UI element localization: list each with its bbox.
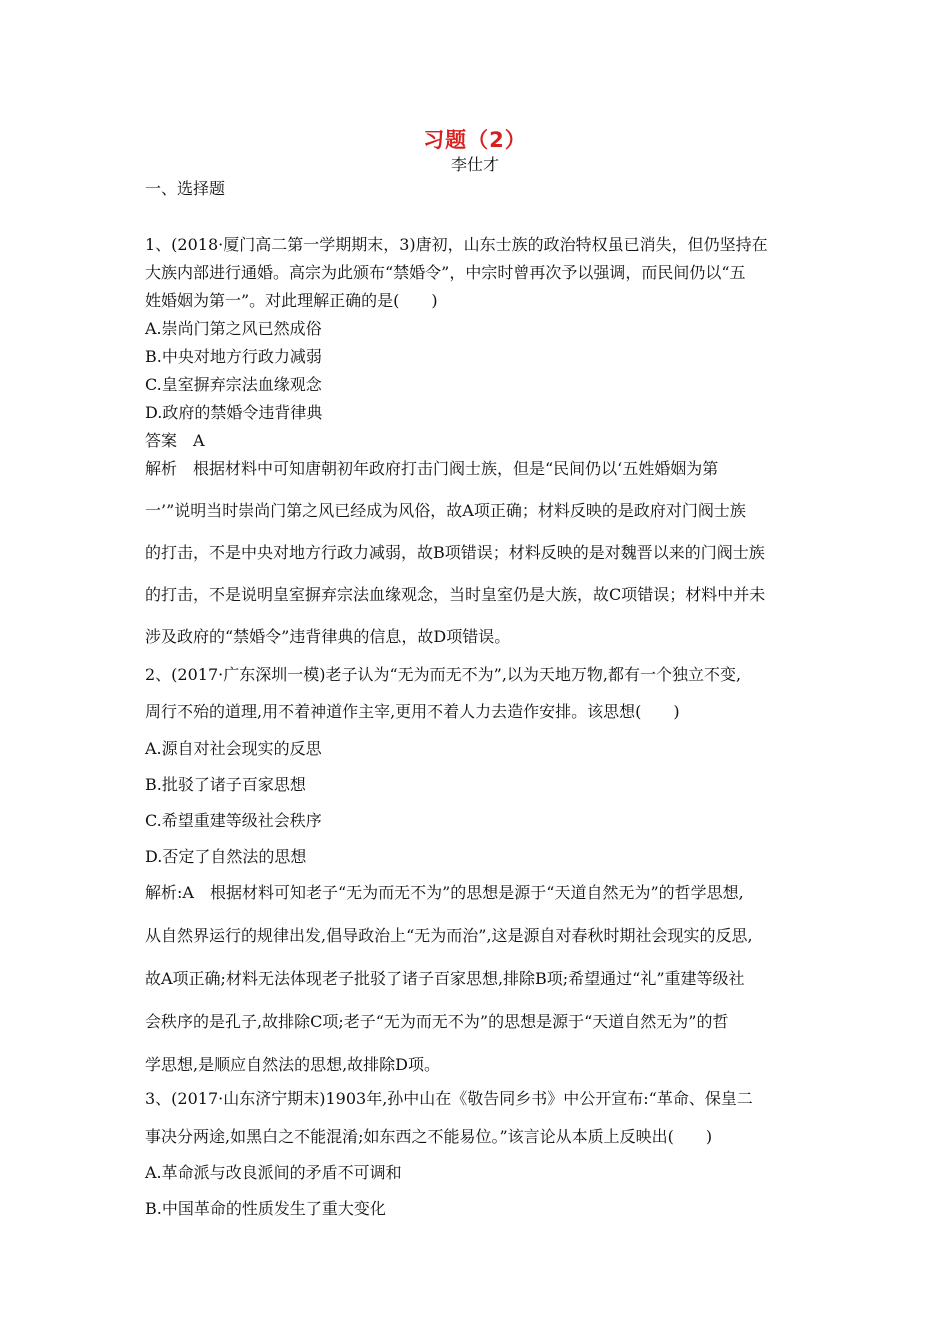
q1-analysis-line: 的打击，不是说明皇室摒弃宗法血缘观念，当时皇室仍是大族，故C项错误；材料中并未 — [145, 585, 766, 604]
q1-analysis-line: 涉及政府的“禁婚令”违背律典的信息，故D项错误。 — [145, 627, 511, 646]
q1-stem-line: 大族内部进行通婚。高宗为此颁布“禁婚令”，中宗时曾再次予以强调，而民间仍以“五 — [145, 263, 746, 282]
section-heading: 一、选择题 — [145, 179, 226, 198]
q2-analysis-line: 解析:A 根据材料可知老子“无为而无不为”的思想是源于“天道自然无为”的哲学思想, — [145, 883, 744, 902]
q1-analysis-line: 的打击，不是中央对地方行政力减弱，故B项错误；材料反映的是对魏晋以来的门阀士族 — [145, 543, 765, 562]
q3-stem-line: 3、(2017·山东济宁期末)1903年,孙中山在《敬告同乡书》中公开宣布:“革命、保皇二 — [145, 1089, 753, 1108]
q1-stem-line: 姓婚姻为第一”。对此理解正确的是( ) — [145, 291, 438, 310]
q1-answer: 答案 A — [145, 431, 205, 450]
q1-option-a: A.崇尚门第之风已然成俗 — [145, 319, 322, 338]
q2-stem-line: 2、(2017·广东深圳一模)老子认为“无为而无不为”,以为天地万物,都有一个独立不变, — [145, 665, 742, 684]
q1-option-d: D.政府的禁婚令违背律典 — [145, 403, 323, 422]
q2-option-d: D.否定了自然法的思想 — [145, 847, 307, 866]
q2-analysis-line: 故A项正确;材料无法体现老子批驳了诸子百家思想,排除B项;希望通过“礼”重建等级社 — [145, 969, 745, 988]
q2-stem-line: 周行不殆的道理,用不着神道作主宰,更用不着人力去造作安排。该思想( ) — [145, 702, 680, 721]
q3-option-b: B.中国革命的性质发生了重大变化 — [145, 1199, 386, 1218]
q2-option-b: B.批驳了诸子百家思想 — [145, 775, 306, 794]
q2-option-a: A.源自对社会现实的反思 — [145, 739, 322, 758]
q3-option-a: A.革命派与改良派间的矛盾不可调和 — [145, 1163, 402, 1182]
q1-option-c: C.皇室摒弃宗法血缘观念 — [145, 375, 322, 394]
q3-stem-line: 事决分两途,如黑白之不能混淆;如东西之不能易位。”该言论从本质上反映出( ) — [145, 1127, 713, 1146]
q1-stem-line: 1、(2018·厦门高二第一学期期末，3)唐初，山东士族的政治特权虽已消失，但仍坚持在 — [145, 235, 768, 254]
q1-option-b: B.中央对地方行政力减弱 — [145, 347, 322, 366]
q1-analysis-line: 一’”说明当时崇尚门第之风已经成为风俗，故A项正确；材料反映的是政府对门阀士族 — [145, 501, 746, 520]
q2-option-c: C.希望重建等级社会秩序 — [145, 811, 322, 830]
q2-analysis-line: 学思想,是顺应自然法的思想,故排除D项。 — [145, 1055, 441, 1074]
q2-analysis-line: 从自然界运行的规律出发,倡导政治上“无为而治”,这是源自对春秋时期社会现实的反思, — [145, 926, 753, 945]
author-name: 李仕才 — [450, 155, 499, 174]
page-title: 习题（2） — [423, 128, 527, 152]
q1-analysis-line: 解析 根据材料中可知唐朝初年政府打击门阀士族，但是“民间仍以‘五姓婚姻为第 — [145, 459, 719, 478]
q2-analysis-line: 会秩序的是孔子,故排除C项;老子“无为而无不为”的思想是源于“天道自然无为”的哲 — [145, 1012, 729, 1031]
